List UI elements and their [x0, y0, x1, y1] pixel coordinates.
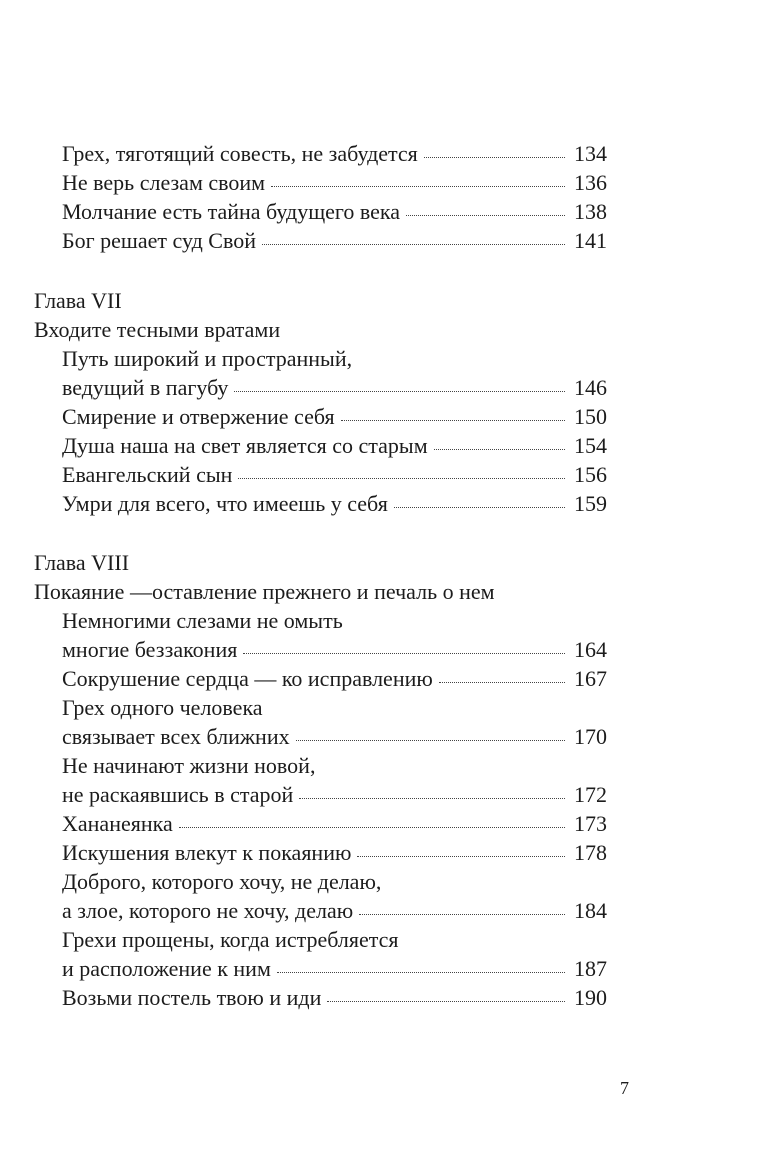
toc-entry [0, 896, 607, 925]
dot-leader [394, 507, 565, 508]
toc-entry [0, 226, 607, 255]
toc-entry [0, 954, 607, 983]
entry-page: 173 [574, 811, 607, 836]
dot-leader [424, 157, 565, 158]
dot-leader [262, 244, 565, 245]
toc-entry [0, 373, 607, 402]
chapter-label: Глава VIII [34, 550, 130, 575]
dot-leader [357, 856, 565, 857]
entry-title: Не верь слезам своим [62, 170, 266, 195]
dot-leader [327, 1001, 565, 1002]
dot-leader [179, 827, 565, 828]
dot-leader [434, 449, 565, 450]
entry-title: не раскаявшись в старой [62, 782, 294, 807]
entry-title: Искушения влекут к покаянию [62, 840, 352, 865]
entry-title-line: Путь широкий и пространный, [62, 346, 353, 371]
entry-title: Возьми постель твою и иди [62, 985, 322, 1010]
entry-page: 146 [574, 375, 607, 400]
entry-title-line: Грехи прощены, когда истребляется [62, 927, 399, 952]
entry-page: 159 [574, 491, 607, 516]
dot-leader [341, 420, 565, 421]
entry-title-line: Не начинают жизни новой, [62, 753, 316, 778]
entry-title: Евангельский сын [62, 462, 233, 487]
entry-page: 141 [574, 228, 607, 253]
dot-leader [296, 740, 565, 741]
dot-leader [359, 914, 565, 915]
toc-entry [0, 139, 607, 168]
toc-entry [0, 780, 607, 809]
toc-entry [0, 983, 607, 1012]
chapter-label: Глава VII [34, 288, 122, 313]
entry-page: 170 [574, 724, 607, 749]
dot-leader [238, 478, 565, 479]
entry-page: 150 [574, 404, 607, 429]
entry-title: Бог решает суд Свой [62, 228, 256, 253]
entry-title: ведущий в пагубу [62, 375, 229, 400]
toc-entry [0, 431, 607, 460]
entry-page: 167 [574, 666, 607, 691]
toc-entry [0, 722, 607, 751]
entry-page: 184 [574, 898, 607, 923]
entry-page: 154 [574, 433, 607, 458]
dot-leader [406, 215, 565, 216]
dot-leader [299, 798, 565, 799]
entry-title: многие беззакония [62, 637, 238, 662]
entry-page: 187 [574, 956, 607, 981]
toc-entry [0, 168, 607, 197]
toc-entry [0, 489, 607, 518]
entry-title: связывает всех ближних [62, 724, 290, 749]
dot-leader [234, 391, 565, 392]
dot-leader [271, 186, 565, 187]
entry-page: 164 [574, 637, 607, 662]
entry-title: Умри для всего, что имеешь у себя [62, 491, 388, 516]
entry-title: а злое, которого не хочу, делаю [62, 898, 354, 923]
toc-entry [0, 402, 607, 431]
entry-page: 134 [574, 141, 607, 166]
entry-title-line: Грех одного человека [62, 695, 263, 720]
entry-page: 136 [574, 170, 607, 195]
dot-leader [439, 682, 565, 683]
entry-title: Грех, тяготящий совесть, не забудется [62, 141, 418, 166]
page-number: 7 [620, 1078, 629, 1098]
toc-entry [0, 635, 607, 664]
toc-entry [0, 809, 607, 838]
entry-title: Душа наша на свет является со старым [62, 433, 428, 458]
entry-title-line: Немногими слезами не омыть [62, 608, 343, 633]
dot-leader [277, 972, 565, 973]
entry-page: 138 [574, 199, 607, 224]
entry-title: Сокрушение сердца — ко исправлению [62, 666, 433, 691]
chapter-heading: Входите тесными вратами [34, 317, 281, 342]
entry-page: 178 [574, 840, 607, 865]
entry-title: и расположение к ним [62, 956, 271, 981]
toc-entry [0, 197, 607, 226]
entry-title: Молчание есть тайна будущего века [62, 199, 401, 224]
toc-entry [0, 838, 607, 867]
toc-chapter-7 [0, 286, 763, 518]
entry-title: Смирение и отвержение себя [62, 404, 335, 429]
toc-entry [0, 460, 607, 489]
entry-title: Хананеянка [62, 811, 173, 836]
entry-page: 190 [574, 985, 607, 1010]
entry-page: 156 [574, 462, 607, 487]
toc-chapter-8 [0, 548, 763, 1012]
entry-page: 172 [574, 782, 607, 807]
toc-section-continued [0, 139, 763, 255]
toc-entry [0, 664, 607, 693]
chapter-heading: Покаяние —оставление прежнего и печаль о нем [34, 579, 495, 604]
entry-title-line: Доброго, которого хочу, не делаю, [62, 869, 382, 894]
dot-leader [243, 653, 565, 654]
